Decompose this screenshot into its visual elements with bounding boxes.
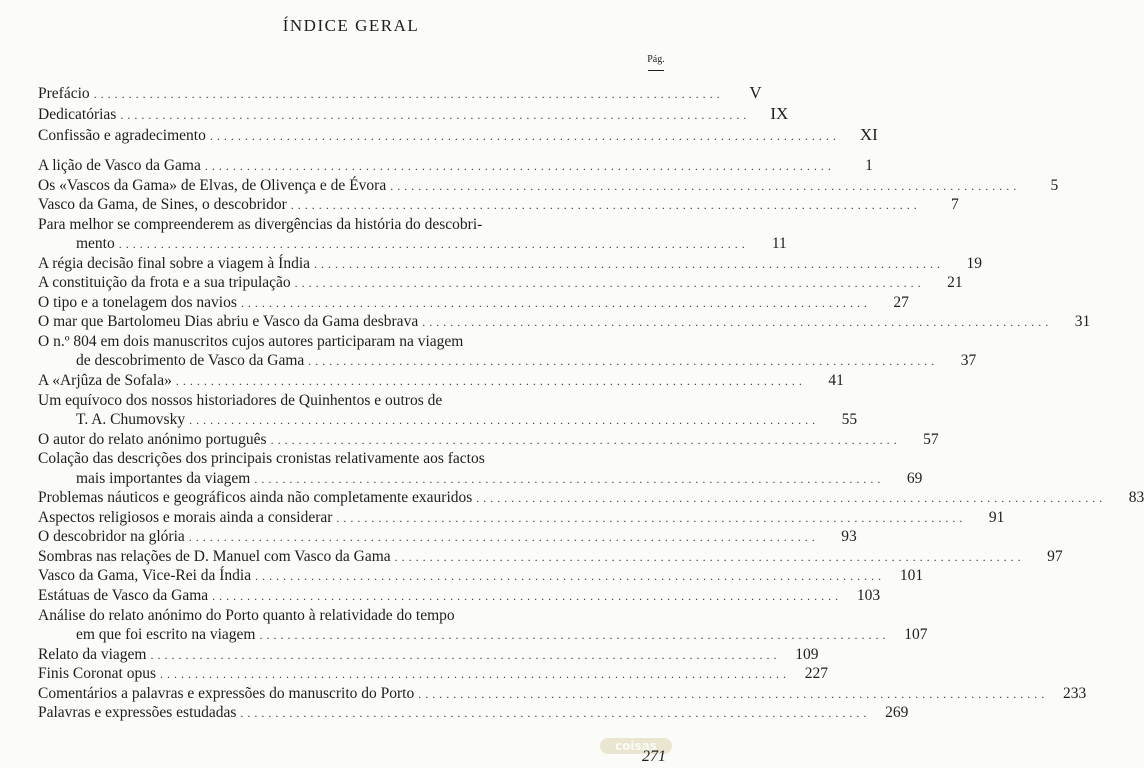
toc-entry-page: 93 (841, 528, 857, 546)
dot-leader: .......................................................................................... (418, 686, 1049, 701)
toc-entry (38, 156, 873, 176)
page-number: 271 (642, 748, 666, 765)
watermark-logo: coisas (600, 738, 672, 754)
toc-entry (38, 332, 977, 371)
toc-entry (38, 254, 982, 274)
toc-entry-page: 55 (841, 411, 858, 429)
dot-leader: .......................................................................................... (314, 256, 944, 271)
toc-entry-title-line: Vasco da Gama, de Sines, o descobridor (38, 196, 287, 214)
toc-entry-title-line: Problemas náuticos e geográficos ainda não completamente exauridos (38, 489, 473, 507)
toc-entry-title-line: O autor do relato anónimo português (38, 430, 267, 448)
toc-entry-title-line: A lição de Vasco da Gama (38, 157, 201, 174)
page-title: ÍNDICE GERAL (282, 16, 420, 35)
toc-entry-page: 103 (856, 587, 881, 605)
toc-entry-page: 83 (1128, 489, 1144, 507)
dot-leader: .......................................................................................... (336, 510, 967, 525)
toc-entry-page: 27 (893, 293, 909, 311)
dot-leader: .......................................................................................... (188, 530, 819, 545)
toc-entry-page: 101 (899, 567, 924, 585)
toc-entry-page: 269 (885, 704, 909, 722)
dot-leader: .......................................................................................... (255, 569, 886, 584)
toc-entry-title-line: Palavras e expressões estudadas (38, 704, 237, 722)
toc-entry-title-line: em que foi escrito na viagem (76, 626, 256, 644)
dot-leader: .......................................................................................... (93, 87, 724, 101)
toc-entry-title-line: mento (76, 235, 115, 253)
toc-entry-title-line: Vasco da Gama, Vice-Rei da Índia (38, 567, 252, 585)
toc-entry-list (38, 156, 1144, 723)
dot-leader: .......................................................................................... (209, 129, 840, 143)
toc-entry (38, 215, 787, 254)
toc-entry (38, 124, 878, 145)
toc-entry-title-line: Sombras nas relações de D. Manuel com Vasco da Gama (38, 547, 391, 565)
toc-entry (38, 586, 881, 606)
dot-leader: .......................................................................................... (254, 471, 885, 486)
toc-entry (38, 488, 1144, 508)
toc-entry (38, 664, 828, 684)
dot-leader: .......................................................................................... (175, 374, 806, 389)
toc-entry-page: 233 (1062, 684, 1087, 702)
toc-entry-page: 11 (771, 235, 787, 253)
toc-entry-page: 91 (988, 508, 1005, 526)
dot-leader: .......................................................................................... (189, 413, 820, 428)
toc-entry (38, 195, 959, 215)
toc-entry-title-line: O n.º 804 em dois manuscritos cujos autores participaram na viagem (38, 332, 464, 350)
toc-entry-page: 57 (923, 430, 939, 448)
toc-entry-page: 19 (966, 254, 982, 272)
toc-entry-title-line: O descobridor na glória (38, 528, 185, 546)
toc-entry-title-line: A «Arjûza de Sofala» (38, 372, 172, 390)
toc-entry-page: 31 (1074, 313, 1091, 331)
dot-leader: .......................................................................................... (240, 295, 871, 310)
toc-entry (38, 606, 928, 645)
toc-entry (38, 703, 909, 723)
toc-entry (38, 82, 762, 103)
toc-entry (38, 176, 1059, 196)
toc-entry-title-line: Para melhor se compreenderem as divergências da história do descobri- (38, 215, 483, 233)
toc-entry (38, 293, 909, 313)
toc-entry (38, 103, 789, 124)
toc-entry-title-line: Comentários a palavras e expressões do manuscrito do Porto (38, 684, 415, 702)
toc-entry-page: 21 (947, 274, 963, 292)
toc-entry-title-line: A constituição da frota e a sua tripulação (38, 274, 291, 292)
toc-entry-title-line: mais importantes da viagem (76, 469, 251, 487)
toc-entry (38, 449, 923, 488)
toc-entry-page: 5 (1050, 176, 1059, 194)
toc-entry-title-line: Um equívoco dos nossos historiadores de Quinhentos e outros de (38, 391, 443, 409)
toc-entry (38, 391, 858, 430)
toc-entry-title-line: Os «Vascos da Gama» de Elvas, de Olivença e de Évora (38, 176, 387, 194)
toc-entry-page: 97 (1047, 547, 1063, 565)
toc-entry-title-line: Relato da viagem (38, 645, 147, 663)
toc-entry-title-line: A régia decisão final sobre a viagem à Índia (38, 254, 310, 272)
toc-entry (38, 508, 1005, 528)
dot-leader: .......................................................................................... (422, 315, 1053, 330)
toc-entry-page: XI (859, 125, 878, 144)
dot-leader: .......................................................................................... (290, 198, 921, 213)
toc-entry-page: 41 (828, 372, 844, 390)
dot-leader: .......................................................................................... (476, 491, 1107, 506)
toc-entry (38, 684, 1087, 704)
toc-entry-page: 69 (906, 469, 923, 487)
toc-entry-page: 227 (804, 665, 828, 683)
dot-leader: .......................................................................................... (159, 667, 790, 682)
dot-leader: .......................................................................................... (120, 108, 751, 122)
page-column-rule (648, 70, 664, 71)
toc-entry-title-line: Colação das descrições dos principais cronistas relativamente aos factos (38, 450, 485, 468)
dot-leader: .......................................................................................... (212, 589, 843, 604)
dot-leader: .......................................................................................... (394, 549, 1025, 564)
dot-leader: .......................................................................................... (240, 706, 871, 721)
toc-entry-title-line: Prefácio (38, 85, 90, 102)
toc-entry (38, 645, 819, 665)
toc-entry-title-line: O mar que Bartolomeu Dias abriu e Vasco da Gama desbrava (38, 313, 419, 331)
toc-entry-title-line: O tipo e a tonelagem dos navios (38, 293, 237, 311)
dot-leader: .......................................................................................... (390, 178, 1021, 193)
toc-entry-page: IX (770, 104, 789, 123)
dot-leader: .......................................................................................... (259, 628, 890, 643)
toc-entry-title-line: Confissão e agradecimento (38, 127, 206, 144)
toc-entry-title-line: Finis Coronat opus (38, 665, 156, 683)
dot-leader: .......................................................................................... (308, 354, 939, 369)
page-column-label: Pág. (647, 54, 665, 65)
toc-entry (38, 527, 857, 547)
toc-entry (38, 430, 939, 450)
toc-entry (38, 273, 963, 293)
toc-entry-page: 1 (865, 157, 873, 174)
toc-entry (38, 547, 1063, 567)
toc-entry-page: V (749, 83, 762, 102)
toc-entry-title-line: Aspectos religiosos e morais ainda a considerar (38, 508, 333, 526)
toc-entry (38, 371, 844, 391)
toc-entry-title-line: Análise do relato anónimo do Porto quanto à relatividade do tempo (38, 606, 455, 624)
toc-entry (38, 312, 1091, 332)
toc-entry-page: 109 (795, 645, 819, 663)
toc-entry (38, 566, 924, 586)
toc-entry-title-line: Estátuas de Vasco da Gama (38, 587, 209, 605)
toc-entry-title-line: de descobrimento de Vasco da Gama (76, 352, 305, 370)
toc-entry-title-line: Dedicatórias (38, 106, 117, 123)
dot-leader: .......................................................................................... (270, 432, 901, 447)
dot-leader: .......................................................................................... (204, 159, 835, 173)
toc-entry-page: 107 (904, 626, 928, 644)
front-matter-list (38, 82, 878, 145)
dot-leader: .......................................................................................... (294, 276, 925, 291)
dot-leader: .......................................................................................... (150, 647, 781, 662)
dot-leader: .......................................................................................... (118, 237, 749, 252)
toc-entry-title-line: T. A. Chumovsky (76, 411, 186, 429)
toc-entry-page: 7 (951, 196, 959, 214)
toc-entry-page: 37 (960, 352, 977, 370)
